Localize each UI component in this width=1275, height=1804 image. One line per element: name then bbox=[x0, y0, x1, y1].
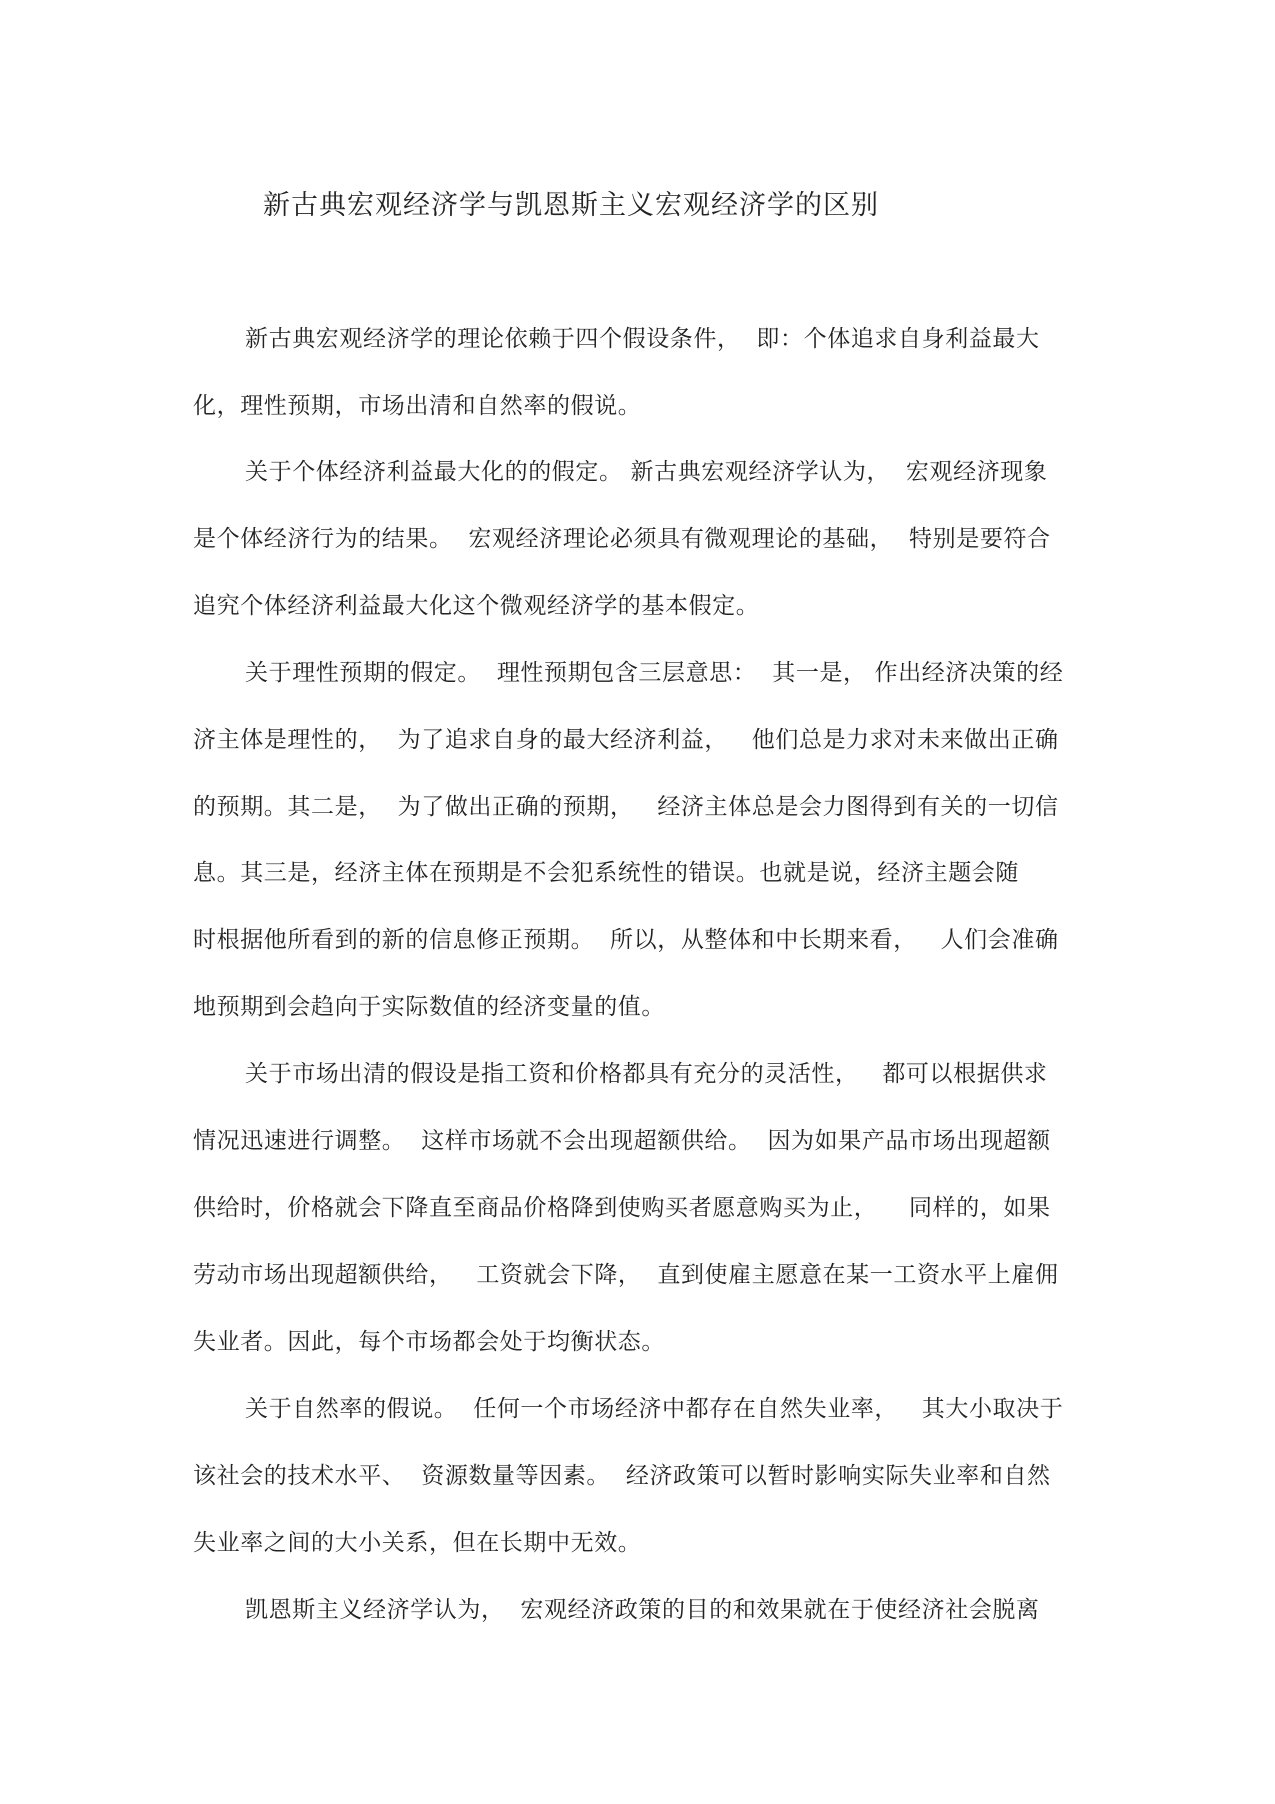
paragraph-line: 是个体经济行为的结果。 宏观经济理论必须具有微观理论的基础， 特别是要符合 bbox=[193, 526, 1051, 552]
paragraph-line: 的预期。其二是， 为了做出正确的预期， 经济主体总是会力图得到有关的一切信 bbox=[193, 794, 1059, 820]
paragraph-line: 情况迅速进行调整。 这样市场就不会出现超额供给。 因为如果产品市场出现超额 bbox=[193, 1128, 1051, 1154]
paragraph-line: 失业者。因此，每个市场都会处于均衡状态。 bbox=[193, 1329, 665, 1355]
paragraph-line: 追究个体经济利益最大化这个微观经济学的基本假定。 bbox=[193, 593, 760, 619]
paragraph-line: 失业率之间的大小关系，但在长期中无效。 bbox=[193, 1530, 642, 1556]
paragraph-line: 关于理性预期的假定。 理性预期包含三层意思： 其一是， 作出经济决策的经 bbox=[245, 660, 1064, 686]
paragraph-line: 关于个体经济利益最大化的的假定。 新古典宏观经济学认为， 宏观经济现象 bbox=[245, 459, 1048, 485]
paragraph-line: 关于自然率的假说。 任何一个市场经济中都存在自然失业率， 其大小取决于 bbox=[245, 1396, 1064, 1422]
paragraph-line: 息。其三是，经济主体在预期是不会犯系统性的错误。也就是说，经济主题会随 bbox=[193, 860, 1019, 886]
paragraph-line: 时根据他所看到的新的信息修正预期。 所以，从整体和中长期来看， 人们会准确 bbox=[193, 927, 1059, 953]
paragraph-line: 化，理性预期，市场出清和自然率的假说。 bbox=[193, 393, 642, 419]
paragraph-line: 新古典宏观经济学的理论依赖于四个假设条件， 即：个体追求自身利益最大 bbox=[245, 326, 1040, 352]
paragraph-line: 供给时，价格就会下降直至商品价格降到使购买者愿意购买为止， 同样的，如果 bbox=[193, 1195, 1051, 1221]
document-title: 新古典宏观经济学与凯恩斯主义宏观经济学的区别 bbox=[263, 190, 879, 221]
paragraph-line: 关于市场出清的假设是指工资和价格都具有充分的灵活性， 都可以根据供求 bbox=[245, 1061, 1048, 1087]
paragraph-line: 劳动市场出现超额供给， 工资就会下降， 直到使雇主愿意在某一工资水平上雇佣 bbox=[193, 1262, 1059, 1288]
paragraph-line: 该社会的技术水平、 资源数量等因素。 经济政策可以暂时影响实际失业率和自然 bbox=[193, 1463, 1051, 1489]
paragraph-line: 凯恩斯主义经济学认为， 宏观经济政策的目的和效果就在于使经济社会脱离 bbox=[245, 1597, 1040, 1623]
paragraph-line: 地预期到会趋向于实际数值的经济变量的值。 bbox=[193, 994, 665, 1020]
paragraph-line: 济主体是理性的， 为了追求自身的最大经济利益， 他们总是力求对未来做出正确 bbox=[193, 727, 1059, 753]
